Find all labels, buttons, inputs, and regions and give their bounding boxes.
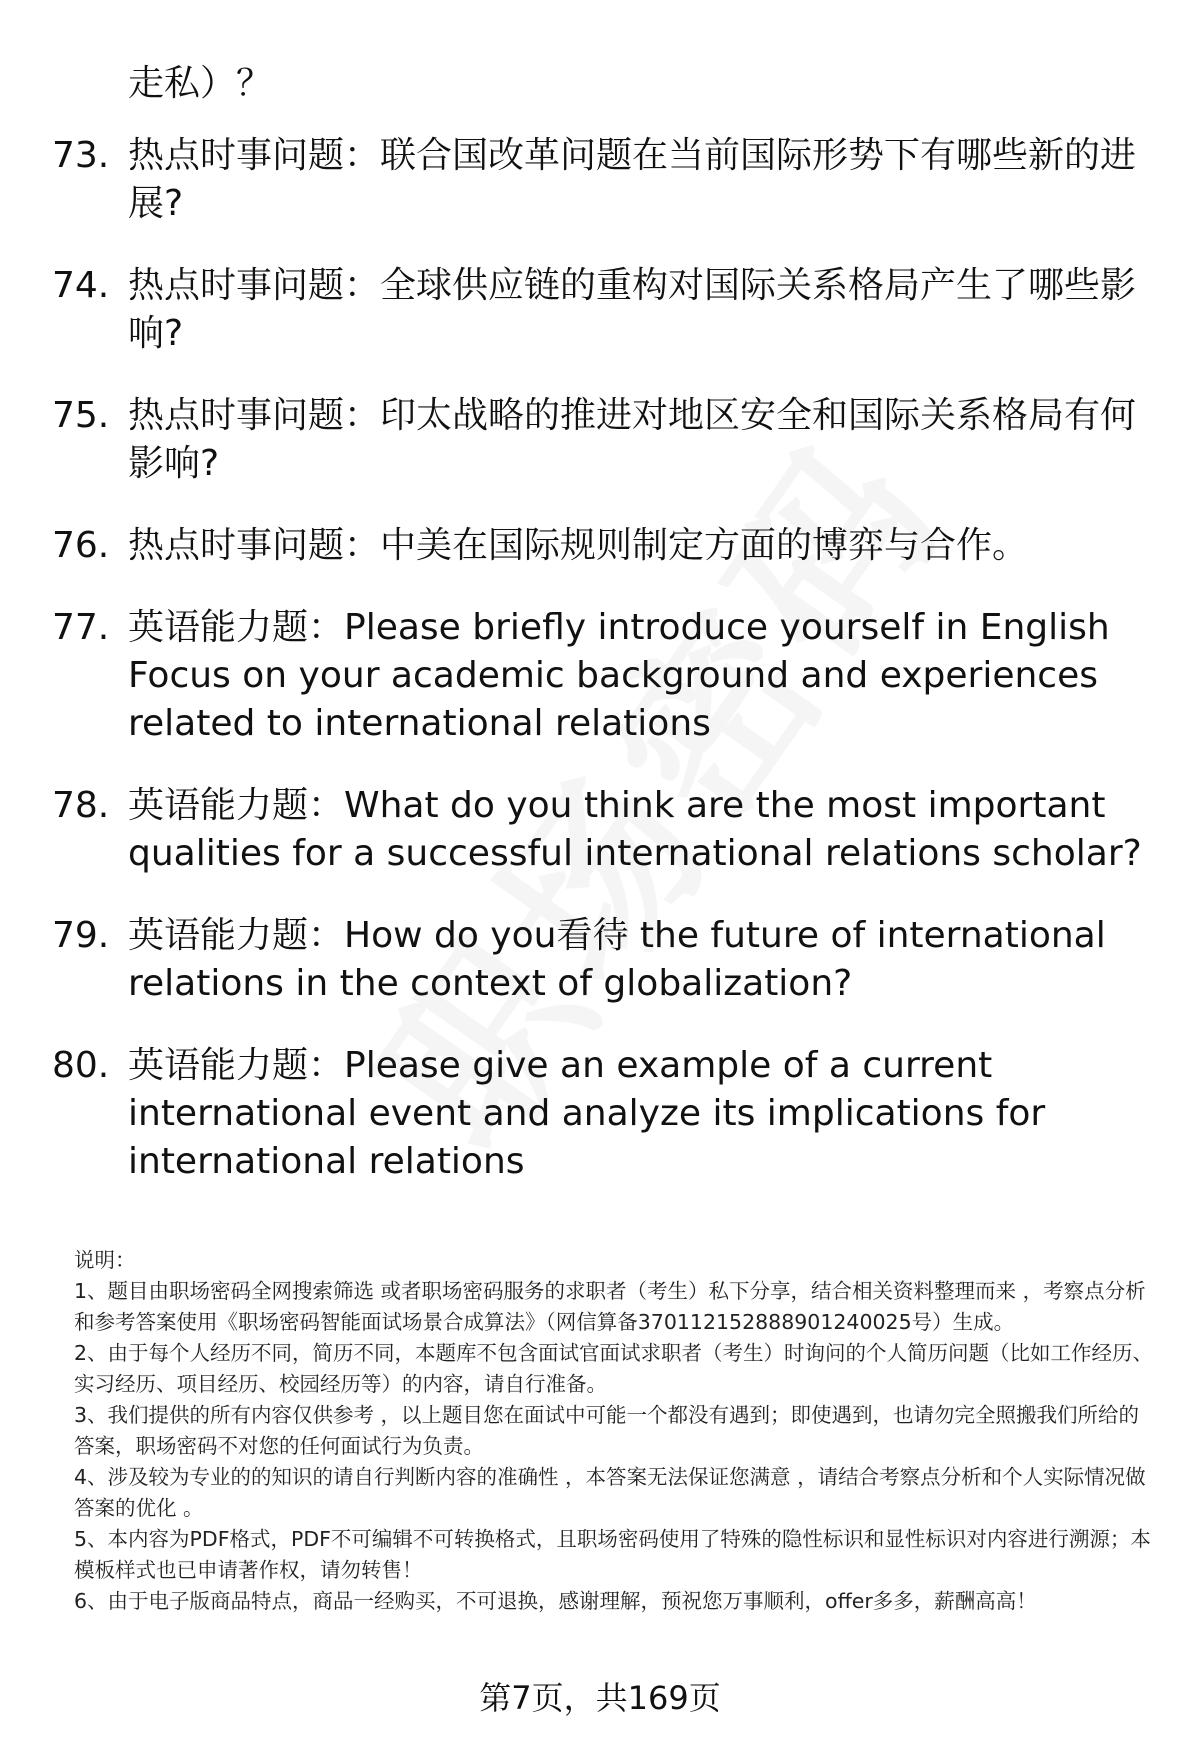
question-text: 英语能力题：What do you think are the most important qualities for a successful international relations scholar? xyxy=(128,785,1142,874)
note-item: 4、涉及较为专业的的知识的请自行判断内容的准确性 ，本答案无法保证您满意 ，请结合考察点分析和个人实际情况做答案的优化 。 xyxy=(74,1465,1146,1520)
question-item xyxy=(0,782,1148,878)
question-text: 热点时事问题：联合国改革问题在当前国际形势下有哪些新的进展? xyxy=(128,135,1137,224)
question-item xyxy=(0,1042,1148,1186)
question-number: 77. xyxy=(52,607,110,648)
question-text: 英语能力题：Please give an example of a current international event and analyze its implications for international relations xyxy=(128,1045,1046,1182)
question-item xyxy=(0,604,1148,748)
question-text: 英语能力题：How do you看待 the future of international relations in the context of globalization? xyxy=(128,915,1106,1004)
page-footer: 第7页，共169页 xyxy=(479,1679,721,1717)
note-item: 2、由于每个人经历不同，简历不同，本题库不包含面试官面试求职者（考生）时询问的个人简历问题（比如工作经历、实习经历、项目经历、校园经历等）的内容，请自行准备。 xyxy=(74,1341,1154,1396)
note-item: 3、我们提供的所有内容仅供参考 ，以上题目您在面试中可能一个都没有遇到；即使遇到，也请勿完全照搬我们所给的答案，职场密码不对您的任何面试行为负责。 xyxy=(74,1403,1140,1458)
question-item xyxy=(0,912,1148,1008)
question-text: 英语能力题：Please briefly introduce yourself in English Focus on your academic background and experiences related to international relations xyxy=(128,607,1110,744)
question-number: 75. xyxy=(52,395,110,436)
question-text: 热点时事问题：印太战略的推进对地区安全和国际关系格局有何影响? xyxy=(128,395,1137,484)
note-item: 5、本内容为PDF格式，PDF不可编辑不可转换格式，且职场密码使用了特殊的隐性标识和显性标识对内容进行溯源；本模板样式也已申请著作权，请勿转售！ xyxy=(74,1527,1151,1582)
question-number: 74. xyxy=(52,265,110,306)
note-item: 1、题目由职场密码全网搜索筛选 或者职场密码服务的求职者（考生）私下分享，结合相关资料整理而来 ，考察点分析和参考答案使用《职场密码智能面试场景合成算法》（网信算备370112152888901240025号）生成。 xyxy=(74,1279,1146,1334)
question-number: 76. xyxy=(52,525,110,566)
question-number: 78. xyxy=(52,785,110,826)
question-number: 73. xyxy=(52,135,110,176)
question-text: 热点时事问题：全球供应链的重构对国际关系格局产生了哪些影响? xyxy=(128,265,1137,354)
notes-title: 说明： xyxy=(74,1248,136,1272)
question-item xyxy=(0,392,1148,488)
question-item xyxy=(0,132,1148,228)
notes-section xyxy=(74,1245,1154,1617)
note-item: 6、由于电子版商品特点，商品一经购买，不可退换，感谢理解，预祝您万事顺利，offer多多，薪酬高高！ xyxy=(74,1589,1037,1613)
question-number: 79. xyxy=(52,915,110,956)
question-item xyxy=(0,262,1148,358)
continuation-text: 走私）？ xyxy=(128,63,273,104)
question-text: 热点时事问题：中美在国际规则制定方面的博弈与合作。 xyxy=(128,525,1029,566)
question-item xyxy=(0,522,1148,570)
question-number: 80. xyxy=(52,1045,110,1086)
question-list xyxy=(0,132,1200,1220)
